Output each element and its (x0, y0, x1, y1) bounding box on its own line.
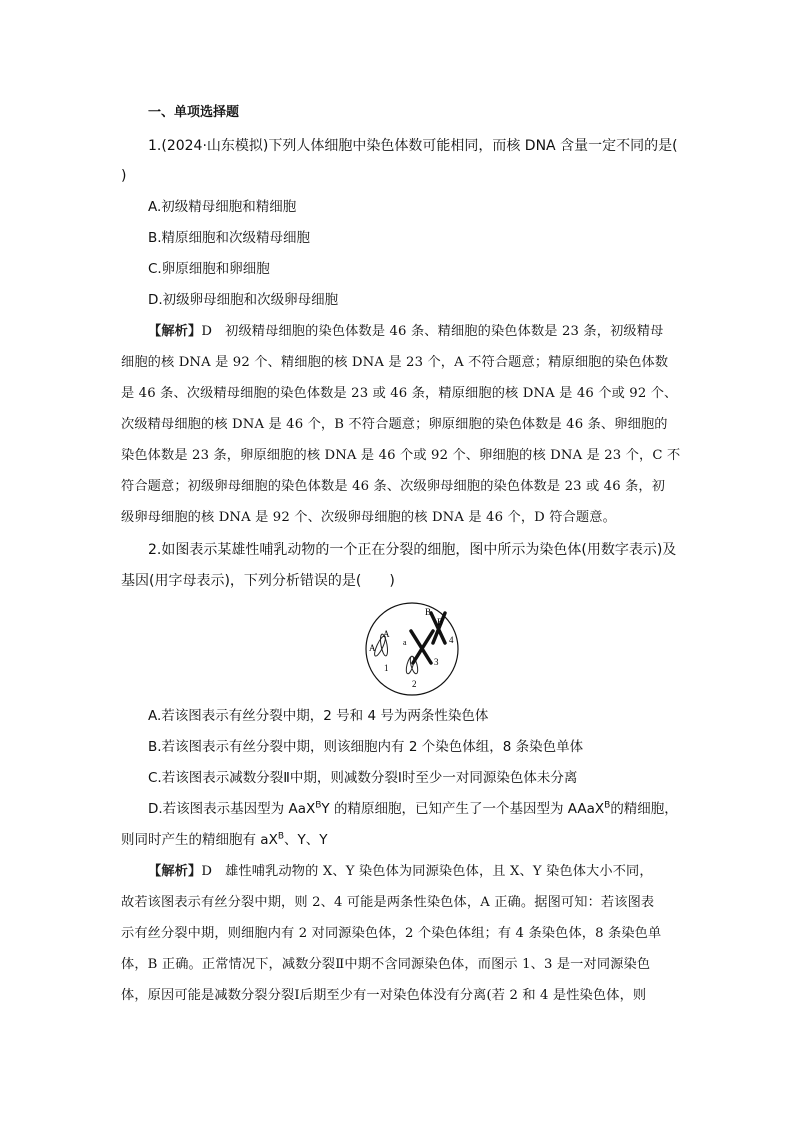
q2-option-d-text-3: 的精细胞， (610, 801, 678, 817)
q2-option-c: C.若该图表示减数分裂Ⅱ中期，则减数分裂Ⅰ时至少一对同源染色体未分离 (148, 770, 578, 786)
q1-analysis-line2: 细胞的核 DNA 是 92 个、精细胞的核 DNA 是 23 个，A 不符合题意；精原细胞的染色体数 (121, 355, 669, 370)
q2-analysis-line5: 体，原因可能是减数分裂分裂Ⅰ后期至少有一对染色体没有分离(若 2 和 4 是性染色体，则 (121, 988, 647, 1003)
q1-analysis-line1 (148, 322, 663, 342)
q1-stem-line2: ) (121, 168, 127, 184)
q2-option-d-line1 (148, 799, 678, 819)
q1-analysis-line4: 次级精母细胞的核 DNA 是 46 个，B 不符合题意；卵原细胞的染色体数是 46 条、卵细胞的 (121, 417, 668, 432)
chromosome-number-4: 4 (449, 635, 454, 645)
gene-label-a1: A (369, 643, 376, 653)
chromosome-number-3: 3 (434, 657, 439, 667)
q2-analysis-line2: 故若该图表示有丝分裂中期，则 2、4 可能是两条性染色体，A 正确。据图可知：若该图表 (121, 895, 655, 910)
q2-analysis-answer: D (201, 864, 213, 879)
q2-option-d-line2 (121, 830, 328, 850)
section-title: 一、单项选择题 (148, 105, 240, 120)
q1-analysis-line5: 染色体数是 23 条，卵原细胞的核 DNA 是 46 个或 92 个、卵细胞的核 DNA 是 23 个，C 不 (121, 448, 681, 463)
gene-label-a-lower: a (403, 638, 407, 647)
q2-analysis-line4: 体，B 正确。正常情况下，减数分裂Ⅱ中期不含同源染色体，而图示 1、3 是一对同源染色 (121, 957, 651, 972)
gene-label-b1: B (425, 607, 432, 617)
q2-stem-line1: 2.如图表示某雄性哺乳动物的一个正在分裂的细胞，图中所示为染色体(用数字表示)及 (148, 542, 677, 558)
q2-option-d-text-4: 则同时产生的精细胞有 aX (121, 832, 278, 848)
chromosome-3 (411, 631, 433, 663)
q2-analysis-line1 (148, 862, 653, 882)
gene-label-b2: B (437, 617, 444, 627)
q2-option-d-text-2: Y 的精原细胞，已知产生了一个基因型为 AAaX (321, 801, 605, 817)
q1-option-c: C.卵原细胞和卵细胞 (148, 261, 270, 277)
q1-analysis-line7: 级卵母细胞的核 DNA 是 92 个、次级卵母细胞的核 DNA 是 46 个，D 符合题意。 (121, 510, 616, 525)
q2-option-d-sup-2: B (604, 800, 611, 811)
q2-analysis-tag: 【解析】 (148, 864, 202, 879)
chromosome-number-1: 1 (384, 663, 389, 673)
q1-analysis-line3: 是 46 条、次级精母细胞的染色体数是 23 或 46 条，精原细胞的核 DNA 是 46 个或 92 个、 (121, 386, 678, 401)
q1-stem-line1: 1.(2024·山东模拟)下列人体细胞中染色体数可能相同，而核 DNA 含量一定不同的是( (148, 138, 678, 154)
q2-option-d-text-5: 、Y、Y (284, 832, 328, 848)
q1-analysis-tag: 【解析】 (148, 324, 202, 339)
q2-analysis-line3: 示有丝分裂中期，则细胞内有 2 对同源染色体，2 个染色体组；有 4 条染色体，8 条染色单 (121, 926, 662, 941)
q1-option-d: D.初级卵母细胞和次级卵母细胞 (148, 292, 339, 308)
q2-analysis-text: 雄性哺乳动物的 X、Y 染色体为同源染色体，且 X、Y 染色体大小不同， (225, 864, 653, 879)
q2-option-d-sup-1: B (315, 800, 322, 811)
q2-option-b: B.若该图表示有丝分裂中期，则该细胞内有 2 个染色体组，8 条染色单体 (148, 739, 584, 755)
chromosome-number-2: 2 (412, 679, 417, 689)
q2-option-d-text-1: D.若该图表示基因型为 AaX (148, 801, 316, 817)
q2-option-a: A.若该图表示有丝分裂中期，2 号和 4 号为两条性染色体 (148, 708, 489, 724)
q1-analysis-line6: 符合题意；初级卵母细胞的染色体数是 46 条、次级卵母细胞的染色体数是 23 或 46 条，初 (121, 479, 666, 494)
q2-stem-line2: 基因(用字母表示)，下列分析错误的是( ) (121, 573, 395, 589)
q1-analysis-text: 初级精母细胞的染色体数是 46 条、精细胞的染色体数是 23 条，初级精母 (225, 324, 664, 339)
gene-label-a2: A (383, 629, 390, 639)
q1-analysis-answer: D (201, 324, 213, 339)
q1-option-b: B.精原细胞和次级精母细胞 (148, 230, 311, 246)
cell-division-figure (353, 601, 471, 697)
q2-option-d-sup-3: B (277, 831, 284, 842)
q1-option-a: A.初级精母细胞和精细胞 (148, 199, 297, 215)
